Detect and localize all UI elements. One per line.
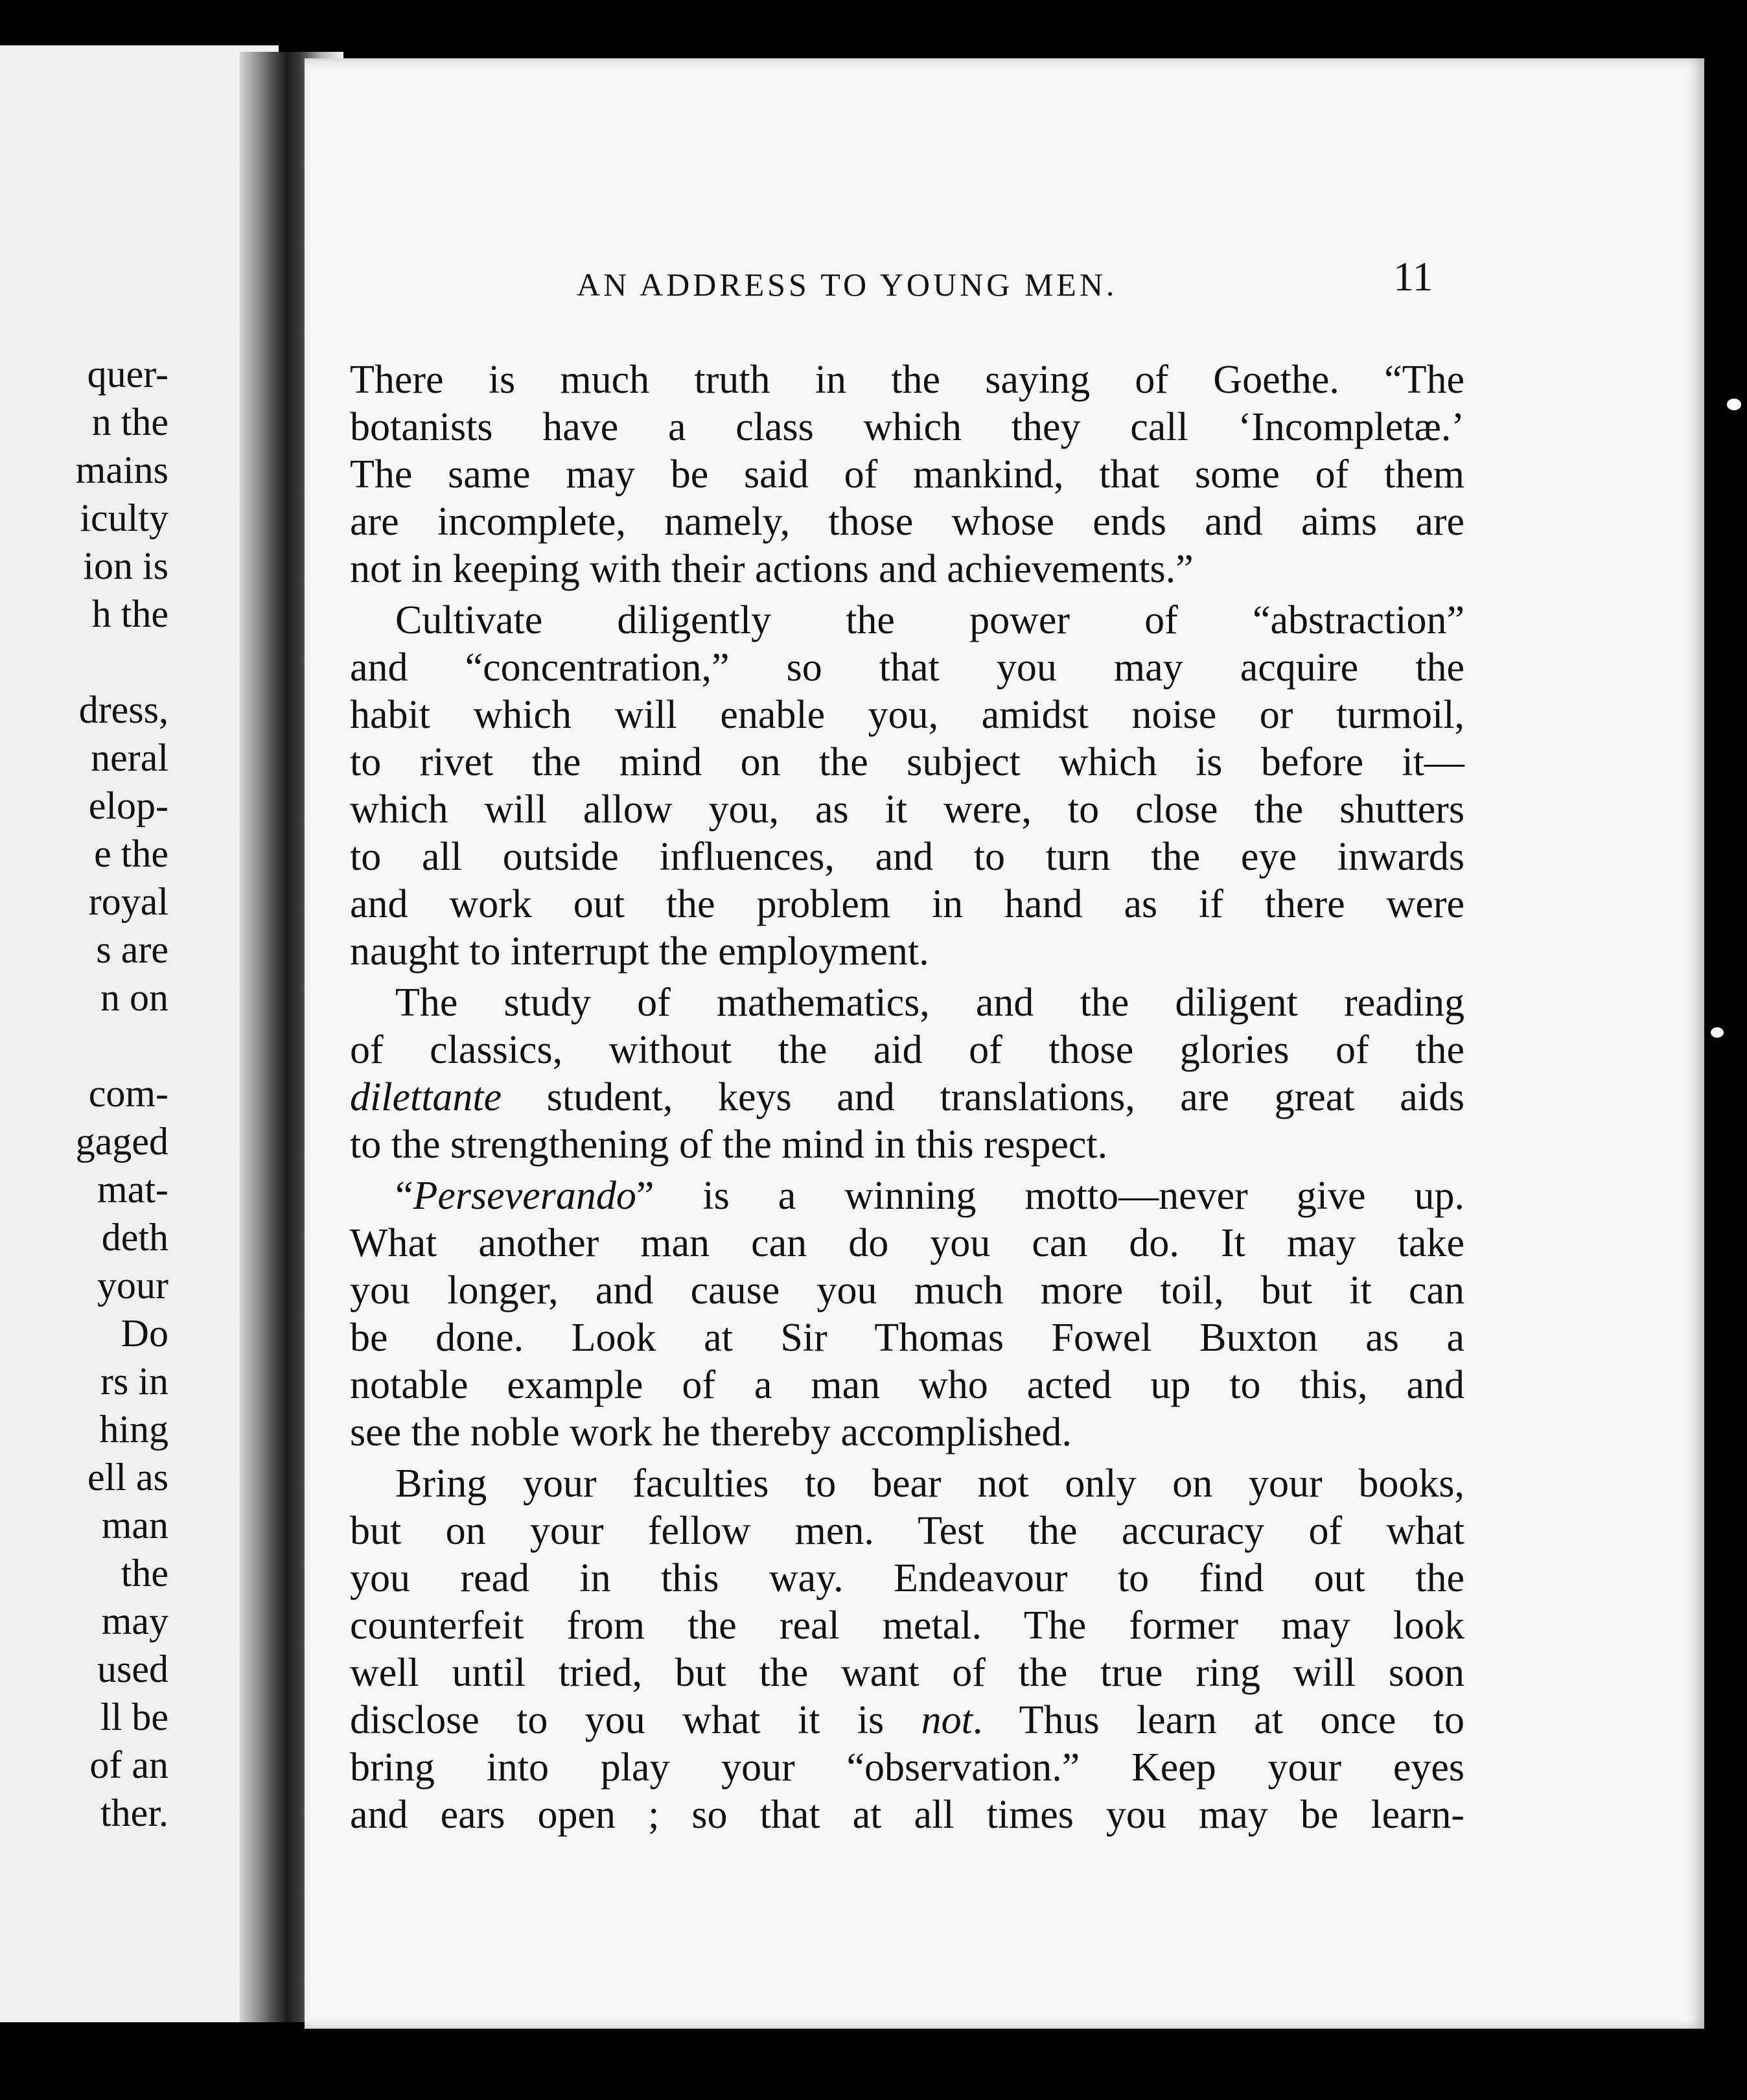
left-page-line <box>0 638 168 686</box>
text-line: disclose to you what it is not. Thus learn at once to <box>350 1698 1465 1742</box>
left-page-line: man <box>101 1504 168 1546</box>
left-page-line: royal <box>88 880 168 923</box>
page-number: 11 <box>1393 253 1433 299</box>
italic-phrase: Perseverando <box>413 1174 636 1218</box>
text-line: and ears open ; so that at all times you may be learn- <box>350 1793 1464 1837</box>
text-line: you read in this way. Endeavour to find out the <box>350 1556 1464 1600</box>
text-line: not in keeping with their actions and achievements.” <box>350 547 1194 591</box>
left-page-line: ll be <box>100 1696 168 1738</box>
left-page-line: ion is <box>83 544 168 587</box>
scan-speck <box>1727 399 1741 410</box>
left-page-line: may <box>101 1600 168 1642</box>
left-page-line: used <box>97 1648 168 1690</box>
left-page-line: h the <box>91 592 168 635</box>
text-line: to the strengthening of the mind in this respect. <box>350 1123 1108 1167</box>
text-line: but on your fellow men. Test the accuracy of what <box>350 1509 1464 1553</box>
text-line: and “concentration,” so that you may acquire the <box>350 646 1464 690</box>
left-page-line: n on <box>100 976 168 1019</box>
left-page-fragment <box>0 45 279 2022</box>
text-line: to rivet the mind on the subject which is before it— <box>350 740 1464 784</box>
text-line: What another man can do you can do. It may take <box>350 1221 1464 1265</box>
text-line: Cultivate diligently the power of “abstraction” <box>395 598 1464 642</box>
left-page-line: gaged <box>75 1120 168 1163</box>
left-page-text <box>0 350 168 1837</box>
text-line: are incomplete, namely, those whose ends and aims are <box>350 500 1464 544</box>
text-line: dilettante student, keys and translations, are great aids <box>350 1075 1464 1119</box>
left-page-line: s are <box>96 928 168 971</box>
left-page-line: iculty <box>80 496 168 539</box>
text-line: which will allow you, as it were, to close the shutters <box>350 788 1464 832</box>
text-line: habit which will enable you, amidst noise or turmoil, <box>350 693 1464 737</box>
left-page-line: Do <box>121 1312 168 1355</box>
left-page-line <box>0 1021 168 1069</box>
text-line: botanists have a class which they call ‘Incompletæ.’ <box>350 405 1464 449</box>
left-page-line: mains <box>75 449 168 491</box>
left-page-line: elop- <box>88 784 168 827</box>
text-line: of classics, without the aid of those glories of the <box>350 1028 1464 1072</box>
body-text <box>350 356 1464 1839</box>
text-line: Bring your faculties to bear not only on your books, <box>395 1462 1464 1506</box>
scan-speck <box>1711 1027 1724 1038</box>
italic-phrase: dilettante <box>350 1075 502 1119</box>
left-page-line: deth <box>101 1216 168 1259</box>
left-page-line: ell as <box>87 1456 168 1499</box>
left-page-line: of an <box>89 1744 168 1786</box>
text-line: There is much truth in the saying of Goethe. “The <box>350 358 1464 402</box>
text-line: to all outside influences, and to turn the eye inwards <box>350 835 1464 879</box>
right-page <box>305 58 1704 2029</box>
left-page-line: rs in <box>100 1360 168 1403</box>
left-page-line: quer- <box>87 353 168 395</box>
left-page-line: ther. <box>100 1791 168 1834</box>
text-line: be done. Look at Sir Thomas Fowel Buxton as a <box>350 1316 1464 1360</box>
text-line: well until tried, but the want of the true ring will soon <box>350 1651 1464 1695</box>
text-line: The study of mathematics, and the diligent reading <box>395 981 1464 1025</box>
text-line: “Perseverando” is a winning motto—never give up. <box>395 1174 1464 1218</box>
text-line: naught to interrupt the employment. <box>350 929 929 974</box>
text-line: bring into play your “observation.” Keep your eyes <box>350 1745 1464 1790</box>
left-page-line: dress, <box>78 688 168 731</box>
running-head: AN ADDRESS TO YOUNG MEN. <box>577 266 1118 303</box>
text-line: see the noble work he thereby accomplished. <box>350 1410 1072 1454</box>
left-page-line: neral <box>91 736 168 779</box>
left-page-line: com- <box>88 1072 168 1115</box>
left-page-line: your <box>97 1264 168 1307</box>
text-line: notable example of a man who acted up to this, and <box>350 1363 1464 1407</box>
left-page-line: hing <box>99 1408 168 1451</box>
text-line: you longer, and cause you much more toil, but it can <box>350 1268 1464 1312</box>
text-line: counterfeit from the real metal. The former may look <box>350 1604 1464 1648</box>
left-page-line: mat- <box>97 1168 168 1211</box>
left-page-line: e the <box>94 832 168 875</box>
text-line: and work out the problem in hand as if there were <box>350 882 1464 926</box>
left-page-line: n the <box>91 401 168 443</box>
text-line: The same may be said of mankind, that some of them <box>350 452 1464 496</box>
italic-word: not <box>921 1698 973 1742</box>
left-page-line: the <box>121 1552 168 1594</box>
